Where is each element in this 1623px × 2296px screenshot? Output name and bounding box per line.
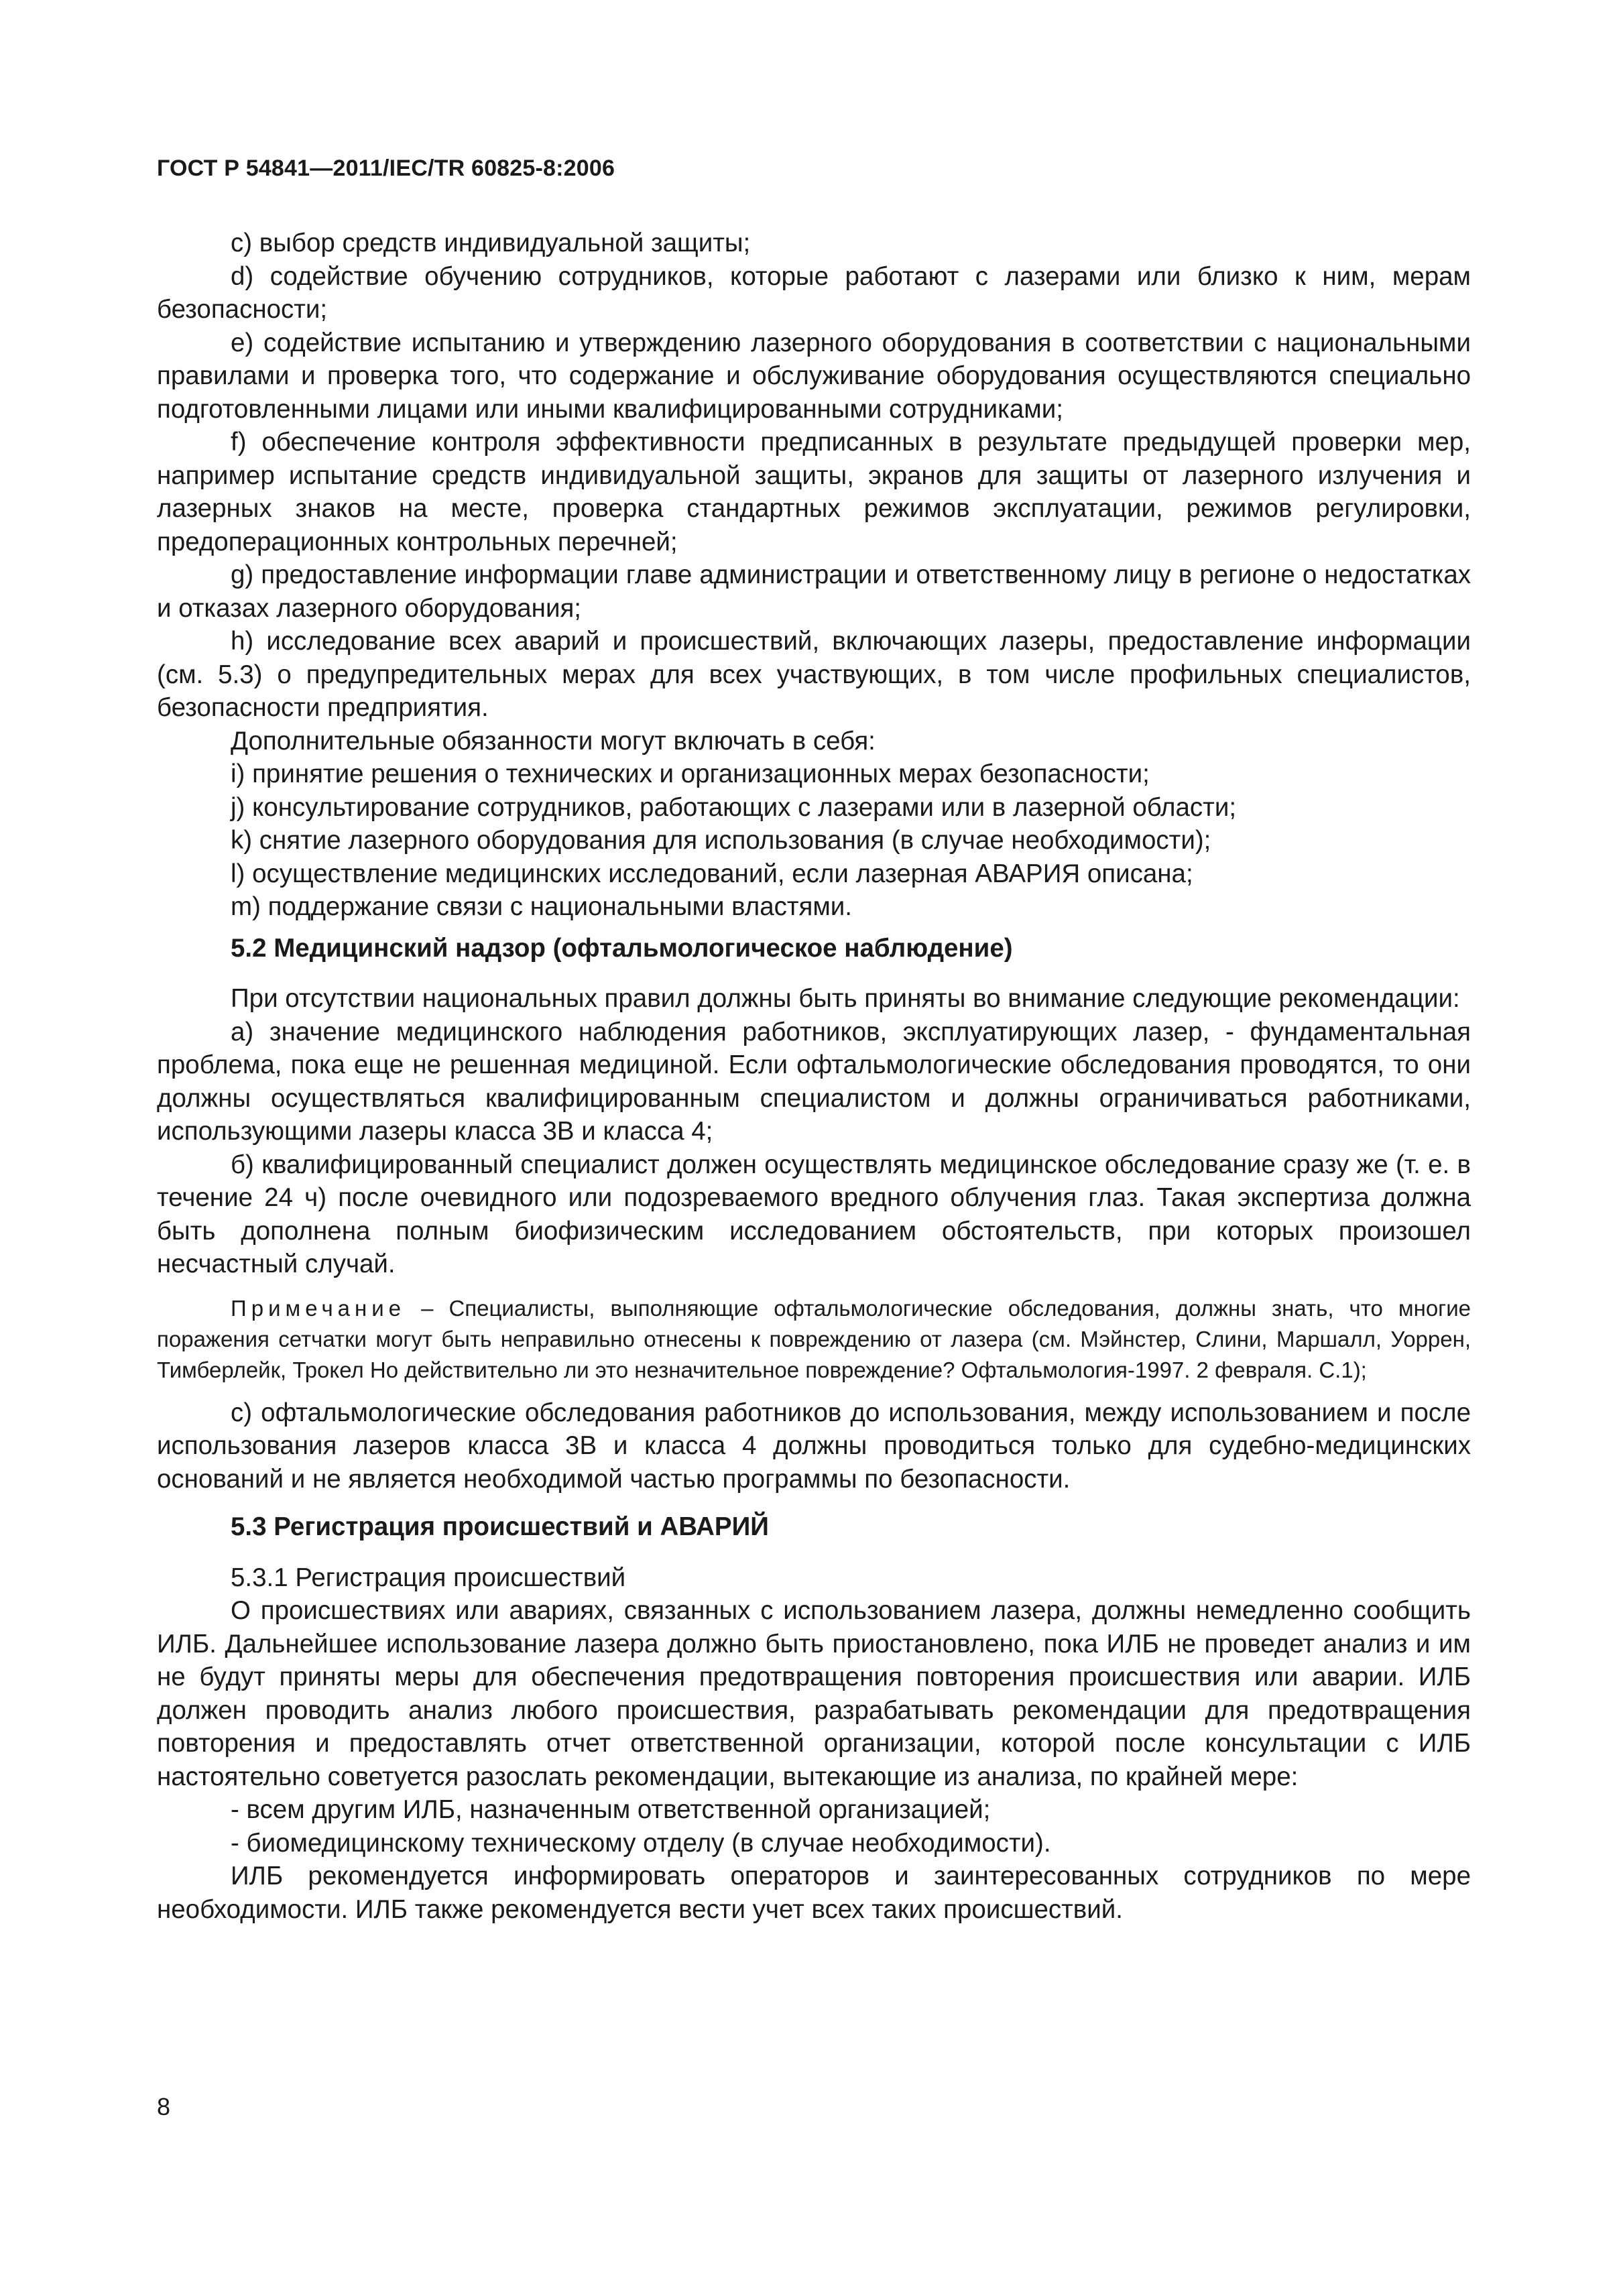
list-item-l: l) осуществление медицинских исследований, если лазерная АВАРИЯ описана; [231, 859, 1193, 888]
standard-header: ГОСТ Р 54841—2011/IEC/TR 60825-8:2006 [157, 156, 615, 181]
dash-item-2: - биомедицинскому техническому отделу (в случае необходимости). [231, 1828, 1051, 1858]
additional-duties-intro: Дополнительные обязанности могут включать в себя: [231, 726, 876, 756]
list-item-c: c) выбор средств индивидуальной защиты; [231, 229, 751, 257]
list-item-g: g) предоставление информации главе администрации и ответственному лицу в регионе о недостатках и отказах лазерного оборудования; [157, 560, 1471, 623]
section-5-3-1-paragraph-2: ИЛБ рекомендуется информировать операторов и заинтересованных сотрудников по мере необходимости. ИЛБ также рекомендуется вести учет всех таких происшествий. [157, 1862, 1471, 1924]
list-item-h: h) исследование всех аварий и происшествий, включающих лазеры, предоставление информации (см. 5.3) о предупредительных мерах для всех участвующих, в том числе профильных специалистов, безопасности предприятия. [157, 627, 1471, 722]
dash-item-1: - всем другим ИЛБ, назначенным ответственной организацией; [231, 1795, 991, 1824]
list-item-i: i) принятие решения о технических и организационных мерах безопасности; [231, 760, 1150, 788]
page-number: 8 [157, 2093, 171, 2120]
section-5-2-intro: При отсутствии национальных правил должны быть приняты во внимание следующие рекомендации: [231, 984, 1460, 1013]
list-item-e: e) содействие испытанию и утверждению лазерного оборудования в соответствии с национальными правилами и проверка того, что содержание и обслуживание оборудования осуществляются специально подготовленными лицами или иными квалифицированными сотрудниками; [157, 328, 1471, 424]
list-item-d: d) содействие обучению сотрудников, которые работают с лазерами или близко к ним, мерам безопасности; [157, 261, 1471, 324]
note-label: Примечание [231, 1295, 406, 1321]
note-text: – Специалисты, выполняющие офтальмологические обследования, должны знать, что многие поражения сетчатки могут быть неправильно отнесены к повреждению от лазера (см. Мэйнстер, Слини, Маршалл, Уоррен, Тимберлейк, Трокел Но действительно ли это незначительное повреждение? Офтальмология-1997. 2 февраля. С.1); [157, 1295, 1471, 1382]
section-5-3-1-paragraph-1: О происшествиях или авариях, связанных с использованием лазера, должны немедленно сообщить ИЛБ. Дальнейшее использование лазера должно быть приостановлено, пока ИЛБ не проведет анализ и им не будут приняты меры для обеспечения предотвращения повторения происшествия или аварии. ИЛБ должен проводить анализ любого происшествия, разрабатывать рекомендации для предотвращения повторения и предоставлять отчет ответственной организации, которой после консультации с ИЛБ настоятельно советуется разослать рекомендации, вытекающие из анализа, по крайней мере: [157, 1596, 1471, 1791]
section-5-2-heading: 5.2 Медицинский надзор (офтальмологическое наблюдение) [231, 933, 1013, 963]
section-5-2-item-a: а) значение медицинского наблюдения работников, эксплуатирующих лазер, - фундаментальная проблема, пока еще не решенная медициной. Если офтальмологические обследования проводятся, то они должны осуществляться квалифицированным специалистом и должны ограничиваться работниками, использующими лазеры класса 3В и класса 4; [157, 1017, 1471, 1146]
list-item-j: j) консультирование сотрудников, работающих с лазерами или в лазерной области; [231, 792, 1237, 822]
note-paragraph [157, 1293, 1471, 1386]
section-5-3-1-subheading: 5.3.1 Регистрация происшествий [231, 1563, 626, 1592]
page-body [157, 227, 1471, 1926]
section-5-3-heading: 5.3 Регистрация происшествий и АВАРИЙ [231, 1512, 769, 1541]
list-item-m: m) поддержание связи с национальными властями. [231, 892, 853, 921]
section-5-2-item-c: с) офтальмологические обследования работников до использования, между использованием и после использования лазеров класса 3В и класса 4 должны проводиться только для судебно-медицинских оснований и не является необходимой частью программы по безопасности. [157, 1398, 1471, 1494]
list-item-f: f) обеспечение контроля эффективности предписанных в результате предыдущей проверки мер, например испытание средств индивидуальной защиты, экранов для защиты от лазерного излучения и лазерных знаков на месте, проверка стандартных режимов эксплуатации, режимов регулировки, предоперационных контрольных перечней; [157, 428, 1471, 556]
list-item-k: k) снятие лазерного оборудования для использования (в случае необходимости); [231, 826, 1211, 855]
section-5-2-item-b: б) квалифицированный специалист должен осуществлять медицинское обследование сразу же (т. е. в течение 24 ч) после очевидного или подозреваемого вредного облучения глаз. Такая экспертиза должна быть дополнена полным биофизическим исследованием обстоятельств, при которых произошел несчастный случай. [157, 1150, 1471, 1278]
